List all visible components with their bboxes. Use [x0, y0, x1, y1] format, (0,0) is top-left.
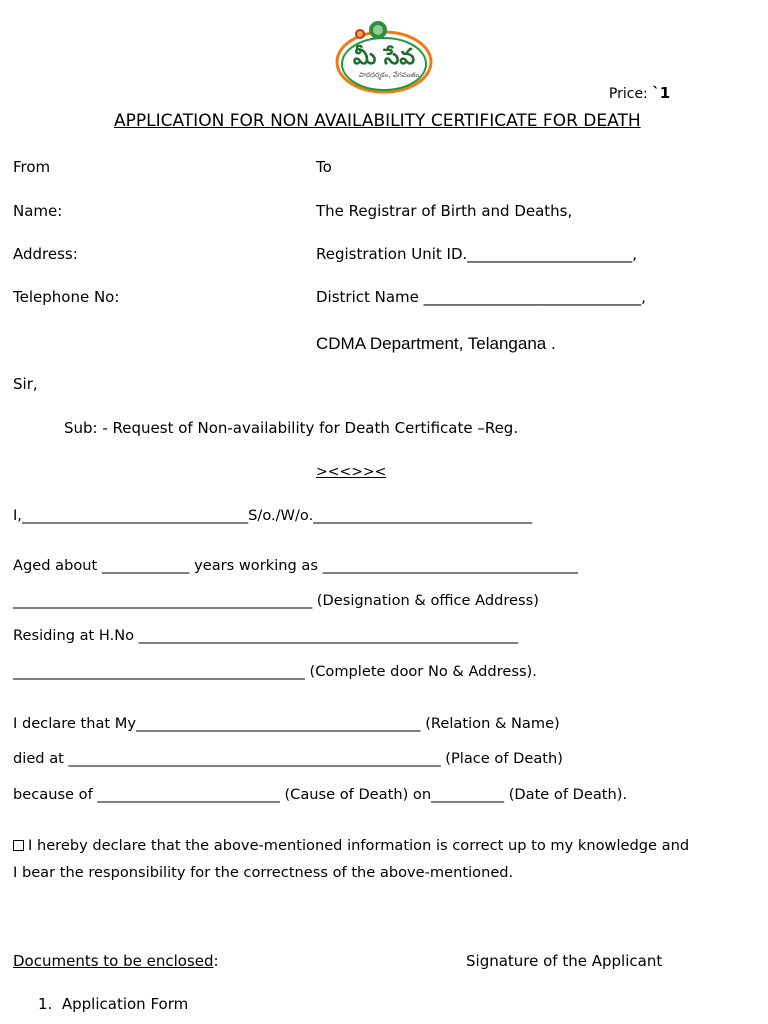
designation-line: _________________________________________ (Designation & office Address) — [13, 592, 539, 609]
department-line: CDMA Department, Telangana . — [316, 334, 556, 353]
declaration-line-2: I bear the responsibility for the correctness of the above-mentioned. — [13, 864, 514, 881]
price-value: `1 — [652, 84, 671, 102]
name-label: Name: — [13, 202, 63, 220]
documents-heading: Documents to be enclosed: — [13, 952, 219, 970]
relation-line: I declare that My_______________________________________ (Relation & Name) — [13, 715, 560, 732]
logo-brand-text: మీ సేవ — [352, 45, 416, 70]
registrar-line: The Registrar of Birth and Deaths, — [316, 202, 573, 220]
subject-line: Sub: - Request of Non-availability for Death Certificate –Reg. — [64, 419, 519, 437]
telephone-label: Telephone No: — [13, 288, 120, 306]
document-list-item: 1. Application Form — [38, 995, 189, 1013]
address-label: Address: — [13, 245, 78, 263]
declaration-line-1: I hereby declare that the above-mentioned information is correct up to my knowledge and — [13, 837, 689, 855]
from-label: From — [13, 158, 51, 176]
page-title: APPLICATION FOR NON AVAILABILITY CERTIFICATE FOR DEATH — [114, 111, 641, 131]
signature-label: Signature of the Applicant — [466, 952, 663, 970]
salutation: Sir, — [13, 375, 38, 393]
logo-tagline: పారదర్శకం, వేగవంతం — [358, 71, 420, 79]
place-of-death-line: died at ___________________________________________________ (Place of Death) — [13, 750, 563, 767]
residence-line: Residing at H.No ____________________________________________________ — [13, 627, 519, 644]
mee-seva-logo — [333, 14, 435, 96]
price-label: Price: `1 — [608, 84, 671, 102]
cause-date-line: because of _________________________ (Cause of Death) on__________ (Date of Death). — [13, 786, 628, 803]
to-label: To — [316, 158, 332, 176]
applicant-name-line: I,_______________________________S/o./W/o.______________________________ — [13, 507, 533, 524]
district-name-field: District Name _____________________________, — [316, 288, 646, 306]
separator: ><<>>< — [316, 464, 387, 480]
declaration-checkbox[interactable] — [13, 840, 24, 851]
door-address-line: ________________________________________ (Complete door No & Address). — [13, 663, 537, 680]
registration-unit-field: Registration Unit ID.______________________, — [316, 245, 638, 263]
age-occupation-line: Aged about ____________ years working as ___________________________________ — [13, 557, 578, 574]
